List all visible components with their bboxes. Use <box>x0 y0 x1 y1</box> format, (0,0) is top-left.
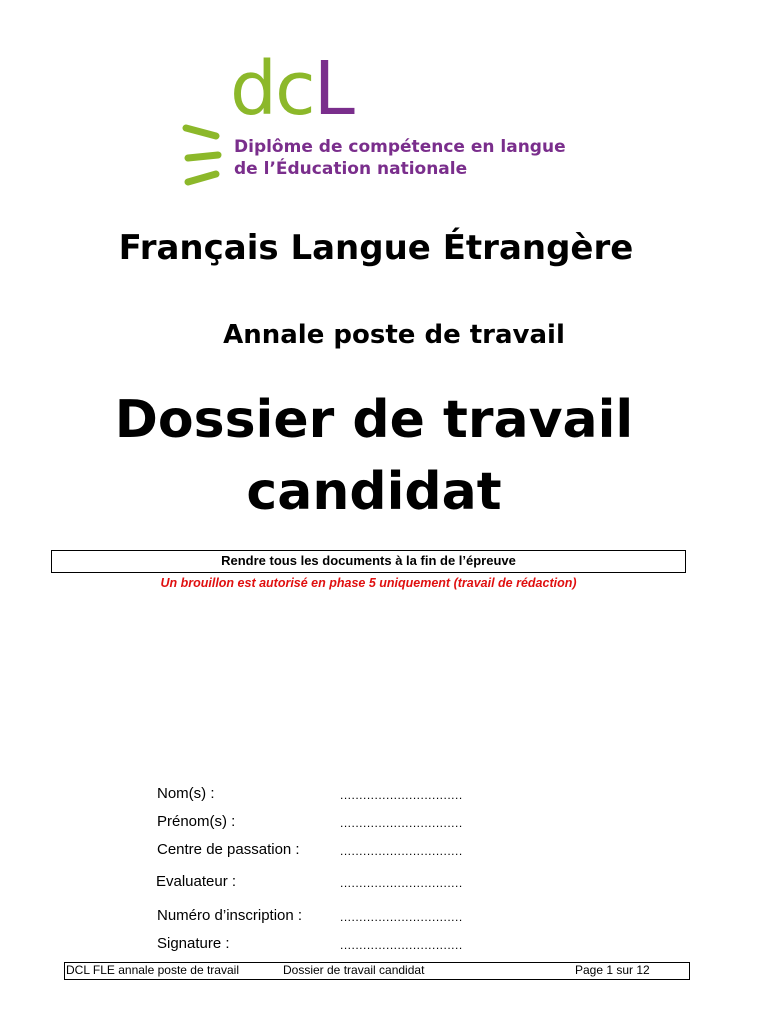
logo-word-dc: dc <box>230 46 314 132</box>
instruction-text: Rendre tous les documents à la fin de l’épreuve <box>221 553 516 568</box>
logo-stripes-icon <box>182 124 222 190</box>
form-field-numero[interactable]: ................................ <box>340 910 463 924</box>
logo-subtitle-line2: de l’Éducation nationale <box>234 159 468 179</box>
page-title: Français Langue Étrangère <box>118 228 634 268</box>
form-label-evaluateur: Evaluateur : <box>156 873 237 890</box>
form-label-numero: Numéro d’inscription : <box>157 907 303 924</box>
form-field-evaluateur[interactable]: ................................ <box>340 876 463 890</box>
footer-middle-text: Dossier de travail candidat <box>283 963 425 977</box>
logo-wordmark <box>230 46 353 132</box>
logo-subtitle-line1: Diplôme de compétence en langue <box>234 137 566 157</box>
form-label-prenom: Prénom(s) : <box>157 813 236 830</box>
form-field-nom[interactable]: ................................ <box>340 788 463 802</box>
footer-left-text: DCL FLE annale poste de travail <box>66 963 239 977</box>
form-field-centre[interactable]: ................................ <box>340 844 463 858</box>
form-label-nom: Nom(s) : <box>157 785 215 802</box>
form-label-signature: Signature : <box>157 935 230 952</box>
form-label-centre: Centre de passation : <box>157 841 300 858</box>
document-title-line1: Dossier de travail <box>114 390 634 450</box>
footer-page-number: Page 1 sur 12 <box>575 963 650 977</box>
draft-note: Un brouillon est autorisé en phase 5 uniquement (travail de rédaction) <box>160 576 577 590</box>
form-field-signature[interactable]: ................................ <box>340 938 463 952</box>
page-subtitle: Annale poste de travail <box>223 320 565 350</box>
document-title-line2: candidat <box>246 462 502 522</box>
form-field-prenom[interactable]: ................................ <box>340 816 463 830</box>
logo-word-l: L <box>313 46 353 132</box>
